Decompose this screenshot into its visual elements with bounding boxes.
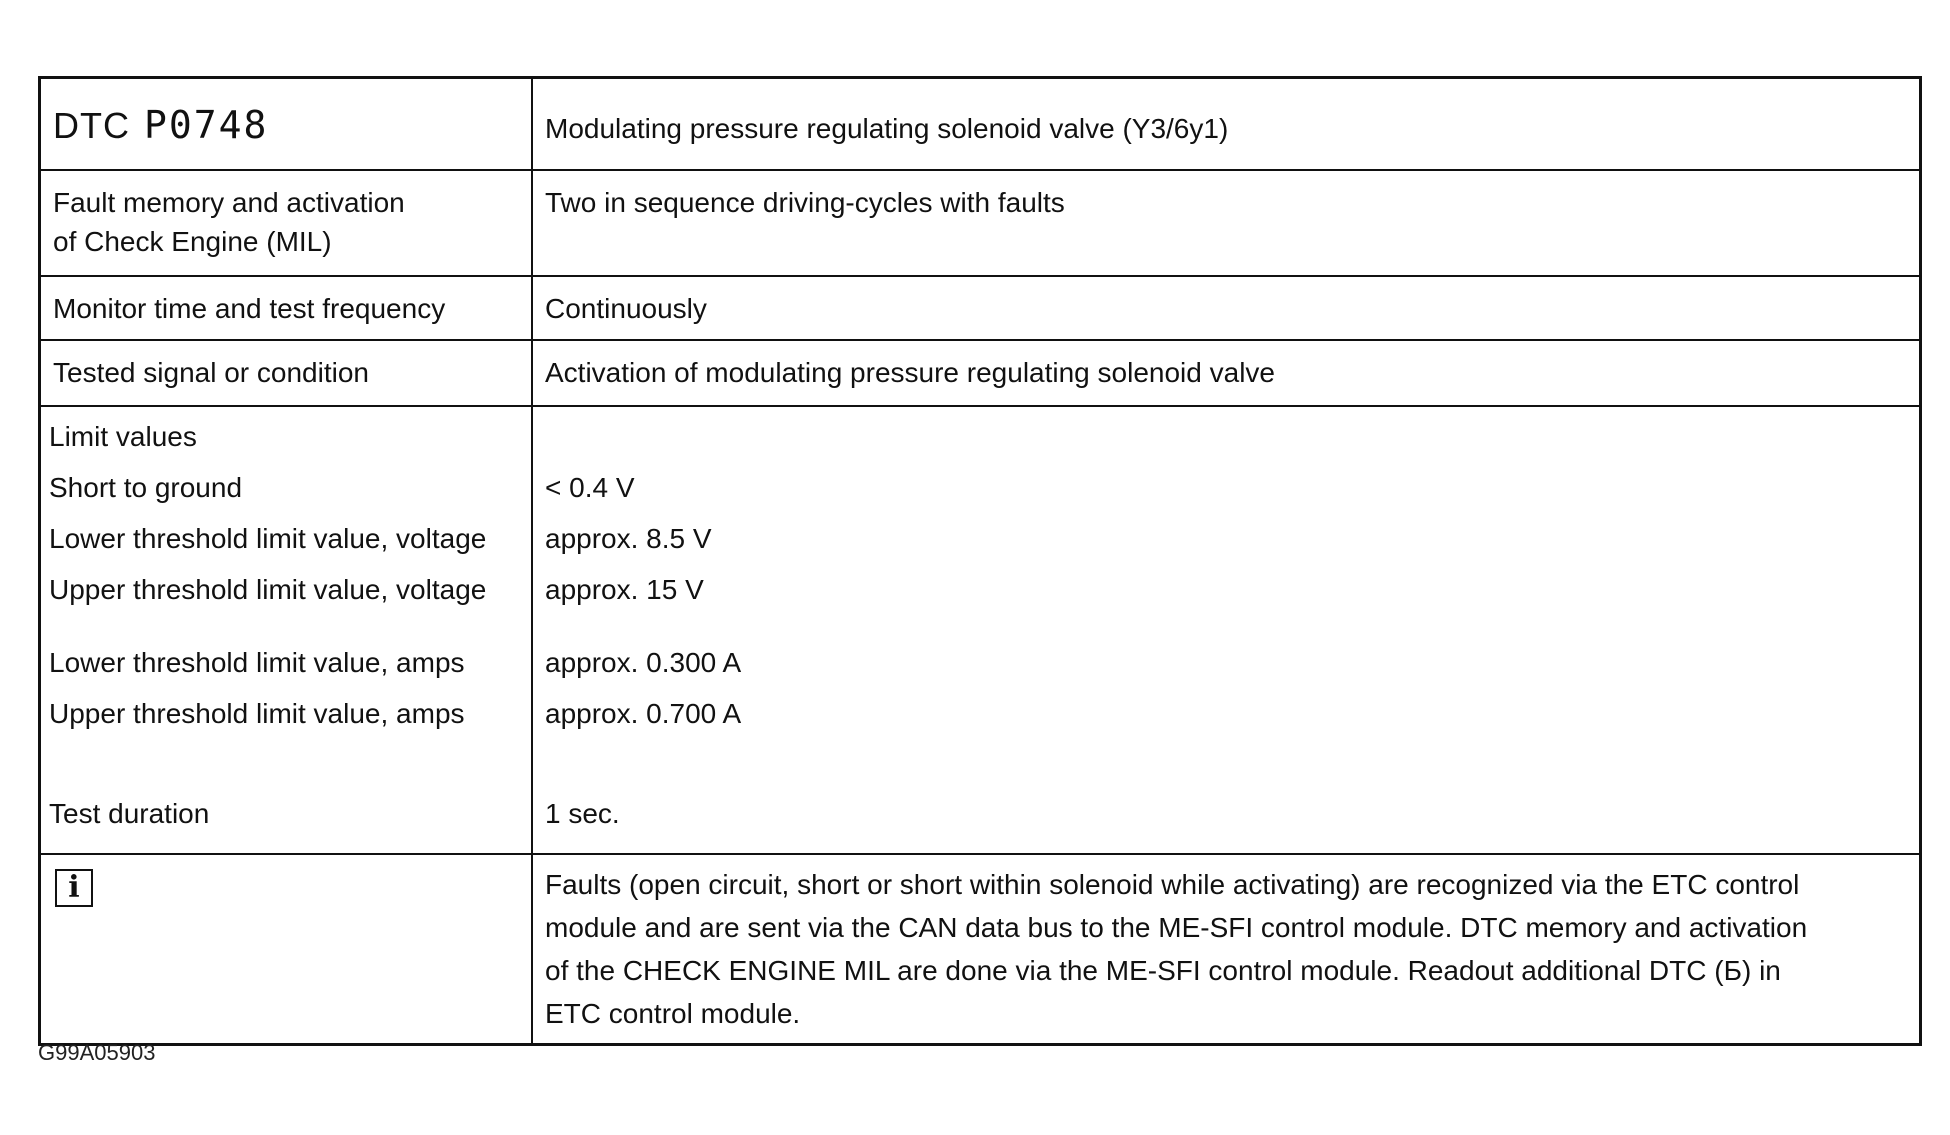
table-row <box>40 170 1921 276</box>
upper-voltage-label: Upper threshold limit value, voltage <box>49 574 487 605</box>
dtc-code: P0748 <box>144 103 269 147</box>
dtc-description: Modulating pressure regulating solenoid valve (Y3/6y1) <box>545 113 1229 144</box>
short-to-ground-value: < 0.4 V <box>545 472 635 503</box>
short-to-ground-label: Short to ground <box>49 472 243 503</box>
upper-amps-label: Upper threshold limit value, amps <box>49 698 465 729</box>
dtc-label: DTC <box>53 105 130 146</box>
figure-id: G99A05903 <box>38 1040 156 1065</box>
table-row <box>40 78 1921 171</box>
info-icon: i <box>55 869 93 907</box>
limits-values <box>533 407 1919 853</box>
lower-amps-value: approx. 0.300 A <box>545 647 742 678</box>
tested-value: Activation of modulating pressure regulating solenoid valve <box>545 357 1275 388</box>
limits-labels <box>41 407 531 853</box>
test-duration-label: Test duration <box>49 798 210 829</box>
dtc-table <box>38 76 1922 1046</box>
monitor-value: Continuously <box>545 293 707 324</box>
fault-memory-label: Fault memory and activation of Check Engine (MIL) <box>53 187 405 258</box>
lower-amps-label: Lower threshold limit value, amps <box>49 647 465 678</box>
fault-memory-value: Two in sequence driving-cycles with faults <box>545 187 1065 218</box>
table-row <box>40 406 1921 854</box>
upper-voltage-value: approx. 15 V <box>545 574 704 605</box>
info-note: Faults (open circuit, short or short within solenoid while activating) are recognized via the ETC control module and are sent via the CAN data bus to the ME-SFI control module. DTC memory and activation of the CHECK ENGINE MIL are done via the ME-SFI control module. Readout additional DTC (Б) in ETC control module. <box>545 869 1808 1029</box>
tested-label: Tested signal or condition <box>53 357 369 388</box>
monitor-label: Monitor time and test frequency <box>53 293 446 324</box>
lower-voltage-label: Lower threshold limit value, voltage <box>49 523 487 554</box>
limits-heading: Limit values <box>49 421 197 452</box>
table-row <box>40 276 1921 340</box>
lower-voltage-value: approx. 8.5 V <box>545 523 712 554</box>
table-row <box>40 854 1921 1045</box>
table-row <box>40 340 1921 406</box>
test-duration-value: 1 sec. <box>545 798 620 829</box>
upper-amps-value: approx. 0.700 A <box>545 698 742 729</box>
dtc-code-cell <box>41 79 531 160</box>
